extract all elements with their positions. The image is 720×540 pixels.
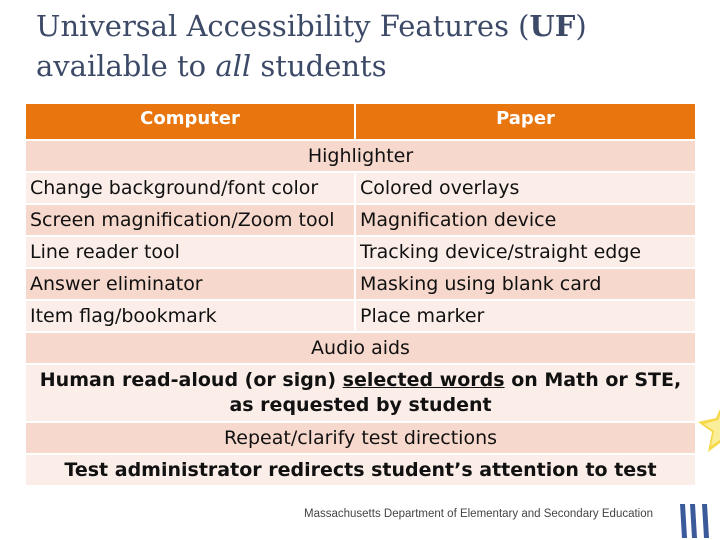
dese-logo-icon [676,502,716,540]
title-text: students [251,49,387,83]
computer-feature: Change background/font color [25,172,355,204]
column-header-computer: Computer [25,103,355,140]
computer-feature: Item flag/bookmark [25,300,355,332]
column-header-paper: Paper [355,103,696,140]
page-title [36,6,686,86]
repeat-directions-row: Repeat/clarify test directions [25,422,696,454]
computer-feature: Line reader tool [25,236,355,268]
audio-aids-row: Audio aids [25,332,696,364]
paper-feature: Tracking device/straight edge [355,236,696,268]
title-all: all [215,49,252,83]
title-text: Universal Accessibility Features ( [36,9,530,43]
read-aloud-row: Human read-aloud (or sign) selected words on Math or STE, as requested by student [25,364,696,422]
selected-words: selected words [342,369,505,391]
features-table [24,102,697,487]
paper-feature: Masking using blank card [355,268,696,300]
highlighter-row: Highlighter [25,140,696,172]
computer-feature: Answer eliminator [25,268,355,300]
computer-feature: Screen magnification/Zoom tool [25,204,355,236]
paper-feature: Magnification device [355,204,696,236]
star-decoration-icon [694,398,720,454]
paper-feature: Place marker [355,300,696,332]
footer-credit: Massachusetts Department of Elementary and Secondary Education [304,508,654,520]
title-uf: UF [529,9,576,43]
title-text: available to [36,49,216,83]
title-text: ) [575,9,587,43]
paper-feature: Colored overlays [355,172,696,204]
redirect-attention-row: Test administrator redirects student’s attention to test [25,454,696,486]
